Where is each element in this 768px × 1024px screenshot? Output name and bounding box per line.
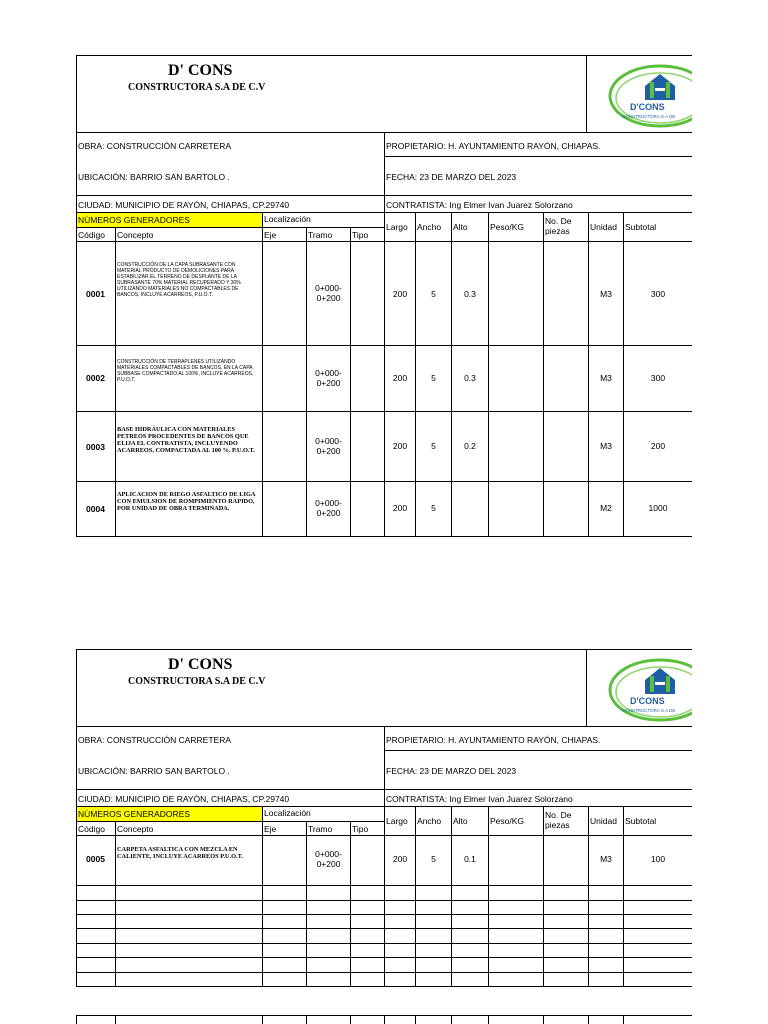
subtotal-cell: 200 bbox=[650, 441, 666, 451]
unidad-cell: M3 bbox=[600, 441, 612, 451]
table-row bbox=[76, 836, 692, 885]
numeros-generadores-text: NÚMEROS GENERADORES bbox=[78, 809, 190, 819]
tramo-cell: 0+000-0+200 bbox=[315, 283, 342, 303]
alto-header: Alto bbox=[453, 816, 468, 826]
company-name: D' CONS bbox=[168, 656, 233, 673]
localizacion-header: Localización bbox=[264, 808, 311, 818]
ancho-header: Ancho bbox=[417, 816, 442, 826]
contratista-field: CONTRATISTA: Ing Elmer Ivan Juarez Solorzano bbox=[386, 794, 573, 804]
tramo-cell: 0+000-0+200 bbox=[315, 436, 342, 456]
numeros-generadores-text: NÚMEROS GENERADORES bbox=[78, 215, 190, 225]
ancho-cell: 5 bbox=[431, 854, 436, 864]
concepto-cell: CONSTRUCCIÓN DE TERRAPLENES UTILIZANDO MATERIALES COMPACTABLES DE BANCOS, EN LA CAPA SUBBASE COMPACTADO AL 100%, INCLUYE ACARREOS, P.U.O.T. bbox=[117, 359, 254, 383]
ancho-cell: 5 bbox=[431, 373, 436, 383]
fecha-field: FECHA: 23 DE MARZO DEL 2023 bbox=[386, 766, 517, 776]
tramo-header: Tramo bbox=[308, 230, 333, 240]
peso-header: Peso/KG bbox=[490, 816, 525, 826]
concepto-cell: BASE HIDRÁULICA CON MATERIALES PETREOS PROCEDENTES DE BANCOS QUE ELIJA EL CONTRATISTA, INCLUYENDO ACARREOS, COMPACTADA AL 100 %. P.U.O.T. bbox=[117, 426, 255, 454]
largo-cell: 200 bbox=[392, 503, 408, 513]
codigo-cell: 0005 bbox=[86, 854, 105, 864]
unidad-header: Unidad bbox=[590, 222, 617, 232]
unidad-cell: M3 bbox=[600, 373, 612, 383]
codigo-header: Código bbox=[78, 824, 105, 834]
tramo-cell: 0+000-0+200 bbox=[315, 368, 342, 388]
ancho-cell: 5 bbox=[431, 289, 436, 299]
eje-header: Eje bbox=[264, 824, 277, 834]
peso-header: Peso/KG bbox=[490, 222, 525, 232]
largo-cell: 200 bbox=[392, 441, 408, 451]
ubicacion-field: UBICACIÓN: BARRIO SAN BARTOLO . bbox=[78, 172, 230, 182]
unidad-cell: M3 bbox=[600, 289, 612, 299]
table-row bbox=[76, 346, 692, 411]
subtotal-header: Subtotal bbox=[625, 816, 657, 826]
logo-subtext: CONSTRUCTORA S.A DE bbox=[622, 708, 676, 713]
alto-cell: 0.1 bbox=[464, 854, 476, 864]
subtotal-cell: 300 bbox=[650, 373, 666, 383]
concepto-header: Concepto bbox=[117, 824, 154, 834]
company-subtitle: CONSTRUCTORA S.A DE C.V bbox=[128, 676, 266, 687]
alto-cell: 0.3 bbox=[464, 373, 476, 383]
largo-header: Largo bbox=[386, 222, 408, 232]
tramo-cell: 0+000-0+200 bbox=[315, 498, 342, 518]
piezas-header: No. De piezas bbox=[545, 810, 572, 830]
largo-cell: 200 bbox=[392, 373, 408, 383]
alto-header: Alto bbox=[453, 222, 468, 232]
largo-header: Largo bbox=[386, 816, 408, 826]
unidad-cell: M2 bbox=[600, 503, 612, 513]
table-row bbox=[76, 412, 692, 481]
subtotal-cell: 1000 bbox=[648, 503, 668, 513]
logo-subtext: CONSTRUCTORA S.A DE bbox=[622, 114, 676, 119]
sheet-2 bbox=[76, 649, 692, 987]
obra-field: OBRA: CONSTRUCCIÓN CARRETERA bbox=[78, 735, 232, 745]
tipo-header: Tipo bbox=[352, 230, 369, 240]
contratista-field: CONTRATISTA: Ing Elmer Ivan Juarez Solorzano bbox=[386, 200, 573, 210]
sheet-3-partial bbox=[76, 1015, 692, 1024]
company-subtitle: CONSTRUCTORA S.A DE C.V bbox=[128, 82, 266, 93]
company-name: D' CONS bbox=[168, 62, 233, 79]
largo-cell: 200 bbox=[392, 289, 408, 299]
subtotal-cell: 100 bbox=[650, 854, 666, 864]
propietario-field: PROPIETARIO: H. AYUNTAMIENTO RAYÓN, CHIAPAS. bbox=[386, 141, 601, 151]
fecha-field: FECHA: 23 DE MARZO DEL 2023 bbox=[386, 172, 517, 182]
codigo-cell: 0001 bbox=[86, 289, 105, 299]
concepto-cell: APLICACION DE RIEGO ASFALTICO DE LIGA CON EMULSION DE ROMPIMIENTO RAPIDO, POR UNIDAD DE OBRA TERMINADA. bbox=[117, 491, 256, 512]
table-row bbox=[76, 242, 692, 345]
concepto-cell: CONSTRUCCIÓN DE LA CAPA SUBRASANTE CON MATERIAL PRODUCTO DE DEMOLICIONES PARA ESTABILIZAR EL TERRENO DE DESPLANTE DE LA SUBRASANTE 70% MATERIAL RECUPERADO Y 30% UTILIZANDO MATERIALES NO COMPACTABLES DE BANCOS, INCLUYE ACARREOS, P.U.O.T. bbox=[117, 262, 241, 298]
codigo-cell: 0004 bbox=[86, 504, 105, 514]
eje-header: Eje bbox=[264, 230, 277, 240]
tramo-header: Tramo bbox=[308, 824, 333, 834]
company-logo bbox=[592, 58, 692, 130]
ciudad-field: CIUDAD: MUNICIPIO DE RAYÓN, CHIAPAS, CP.29740 bbox=[78, 200, 290, 210]
largo-cell: 200 bbox=[392, 854, 408, 864]
codigo-cell: 0002 bbox=[86, 373, 105, 383]
alto-cell: 0.3 bbox=[464, 289, 476, 299]
unidad-header: Unidad bbox=[590, 816, 617, 826]
ancho-cell: 5 bbox=[431, 503, 436, 513]
propietario-field: PROPIETARIO: H. AYUNTAMIENTO RAYÓN, CHIAPAS. bbox=[386, 735, 601, 745]
sheet-1 bbox=[76, 55, 692, 537]
concepto-header: Concepto bbox=[117, 230, 154, 240]
alto-cell: 0.2 bbox=[464, 441, 476, 451]
unidad-cell: M3 bbox=[600, 854, 612, 864]
ancho-cell: 5 bbox=[431, 441, 436, 451]
codigo-header: Código bbox=[78, 230, 105, 240]
codigo-cell: 0003 bbox=[86, 442, 105, 452]
logo-text: D'CONS bbox=[630, 102, 665, 112]
piezas-header: No. De piezas bbox=[545, 216, 572, 236]
ancho-header: Ancho bbox=[417, 222, 442, 232]
ciudad-field: CIUDAD: MUNICIPIO DE RAYÓN, CHIAPAS, CP.29740 bbox=[78, 794, 290, 804]
tramo-cell: 0+000-0+200 bbox=[315, 849, 342, 869]
logo-text: D'CONS bbox=[630, 696, 665, 706]
obra-field: OBRA: CONSTRUCCIÓN CARRETERA bbox=[78, 141, 232, 151]
subtotal-cell: 300 bbox=[650, 289, 666, 299]
tipo-header: Tipo bbox=[352, 824, 369, 834]
subtotal-header: Subtotal bbox=[625, 222, 657, 232]
ubicacion-field: UBICACIÓN: BARRIO SAN BARTOLO . bbox=[78, 766, 230, 776]
table-row bbox=[76, 482, 692, 536]
localizacion-header: Localización bbox=[264, 214, 311, 224]
company-logo bbox=[592, 652, 692, 724]
concepto-cell: CARPETA ASFALTICA CON MEZCLA EN CALIENTE, INCLUYE ACARREOS P.U.O.T. bbox=[117, 846, 243, 860]
